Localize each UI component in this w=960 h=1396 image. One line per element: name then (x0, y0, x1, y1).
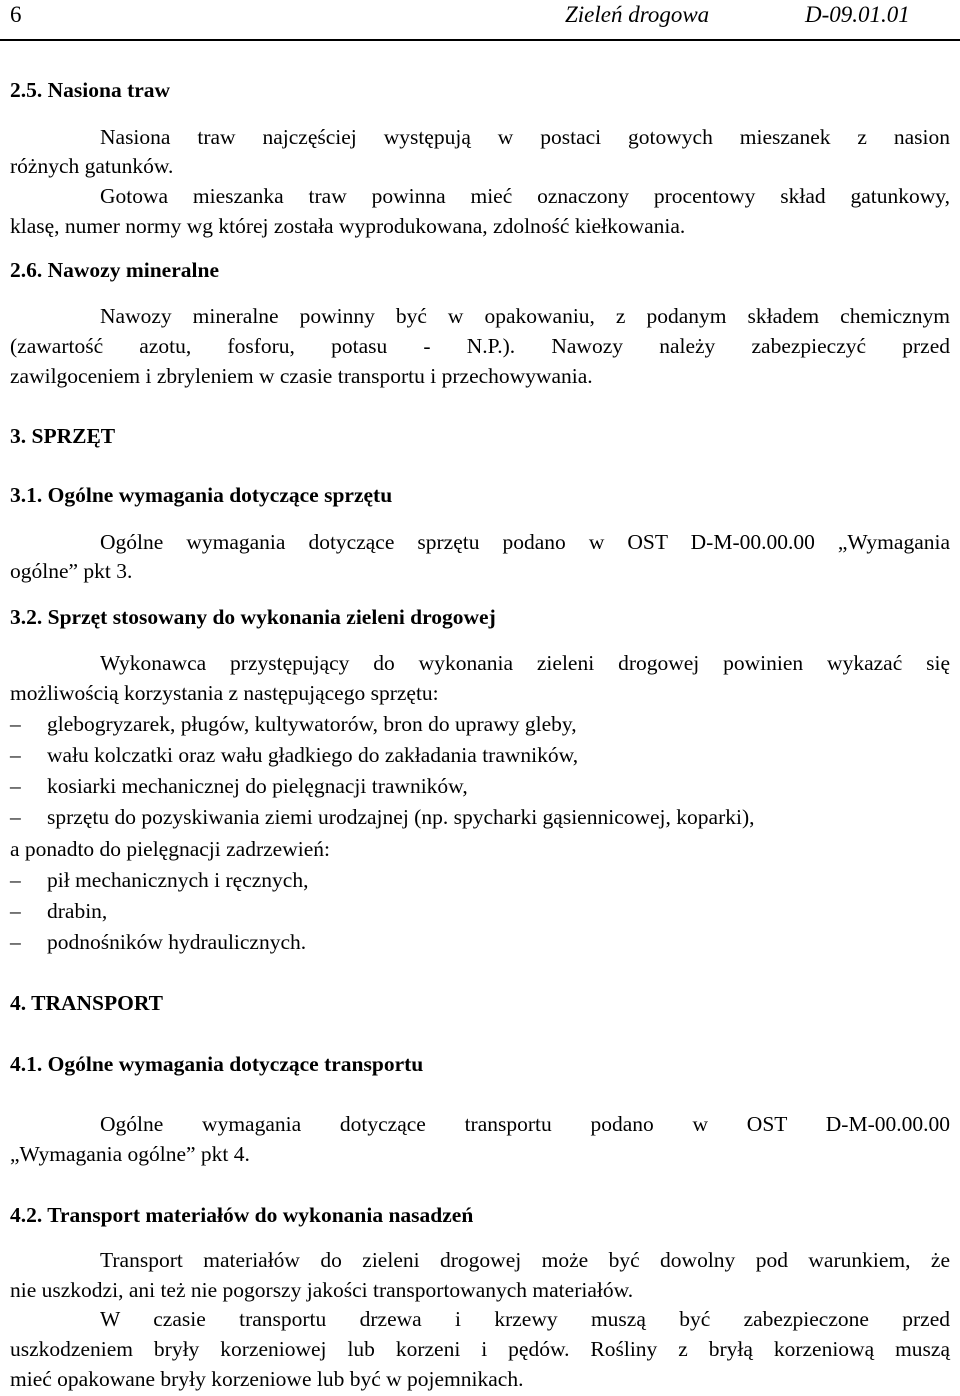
document-code: D-09.01.01 (805, 2, 910, 27)
section-heading-4: 4. TRANSPORT (10, 991, 163, 1015)
paragraph-line: możliwością korzystania z następującego sprzętu: (10, 681, 439, 705)
paragraph-line: Ogólne wymagania dotyczące sprzętu podano w OST D-M-00.00.00 „Wymagania (100, 530, 950, 554)
dash-bullet: – (10, 899, 21, 923)
header-rule (0, 39, 960, 41)
list-item-text: drabin, (47, 899, 108, 923)
section-heading-3-2: 3.2. Sprzęt stosowany do wykonania zieleni drogowej (10, 605, 496, 629)
section-heading-4-1: 4.1. Ogólne wymagania dotyczące transportu (10, 1052, 424, 1076)
page-number: 6 (10, 2, 22, 27)
paragraph-line: Nasiona traw najczęściej występują w postaci gotowych mieszanek z nasion (100, 125, 950, 149)
paragraph-line: nie uszkodzi, ani też nie pogorszy jakości transportowanych materiałów. (10, 1278, 634, 1302)
section-heading-2-6: 2.6. Nawozy mineralne (10, 258, 219, 282)
dash-bullet: – (10, 774, 21, 798)
paragraph-line: ogólne” pkt 3. (10, 559, 133, 583)
list-item-text: podnośników hydraulicznych. (47, 930, 307, 954)
list-item-text: sprzętu do pozyskiwania ziemi urodzajnej (np. spycharki gąsiennicowej, koparki), (47, 805, 755, 829)
paragraph-line: Wykonawca przystępujący do wykonania zieleni drogowej powinien wykazać się (100, 651, 950, 675)
paragraph-line: mieć opakowane bryły korzeniowe lub być w pojemnikach. (10, 1367, 524, 1391)
dash-bullet: – (10, 743, 21, 767)
paragraph-line: W czasie transportu drzewa i krzewy muszą być zabezpieczone przed (100, 1307, 950, 1331)
paragraph-line: Ogólne wymagania dotyczące transportu podano w OST D-M-00.00.00 (100, 1112, 950, 1136)
paragraph-line: różnych gatunków. (10, 154, 174, 178)
dash-bullet: – (10, 868, 21, 892)
section-heading-3: 3. SPRZĘT (10, 424, 116, 448)
document-title: Zieleń drogowa (565, 2, 710, 27)
list-item-text: glebogryzarek, pługów, kultywatorów, bron do uprawy gleby, (47, 712, 577, 736)
list-item-text: pił mechanicznych i ręcznych, (47, 868, 309, 892)
paragraph-line: Gotowa mieszanka traw powinna mieć oznaczony procentowy skład gatunkowy, (100, 184, 950, 208)
paragraph-line: klasę, numer normy wg której została wyprodukowana, zdolność kiełkowania. (10, 214, 686, 238)
dash-bullet: – (10, 712, 21, 736)
paragraph-line: Transport materiałów do zieleni drogowej może być dowolny pod warunkiem, że (100, 1248, 950, 1272)
list-item-text: kosiarki mechanicznej do pielęgnacji trawników, (47, 774, 468, 798)
section-heading-4-2: 4.2. Transport materiałów do wykonania nasadzeń (10, 1203, 474, 1227)
paragraph-line: „Wymagania ogólne” pkt 4. (10, 1142, 250, 1166)
paragraph-line: Nawozy mineralne powinny być w opakowaniu, z podanym składem chemicznym (100, 304, 950, 328)
paragraph-line: zawilgoceniem i zbryleniem w czasie transportu i przechowywania. (10, 364, 593, 388)
paragraph-line: (zawartość azotu, fosforu, potasu - N.P.). Nawozy należy zabezpieczyć przed (10, 334, 950, 358)
dash-bullet: – (10, 805, 21, 829)
dash-bullet: – (10, 930, 21, 954)
running-header (0, 0, 960, 40)
section-heading-2-5: 2.5. Nasiona traw (10, 78, 171, 102)
paragraph-line: uszkodzeniem bryły korzeniowej lub korzeni i pędów. Rośliny z bryłą korzeniową muszą (10, 1337, 950, 1361)
list-item-text: wału kolczatki oraz wału gładkiego do zakładania trawników, (47, 743, 579, 767)
section-heading-3-1: 3.1. Ogólne wymagania dotyczące sprzętu (10, 483, 393, 507)
paragraph-line: a ponadto do pielęgnacji zadrzewień: (10, 837, 330, 861)
